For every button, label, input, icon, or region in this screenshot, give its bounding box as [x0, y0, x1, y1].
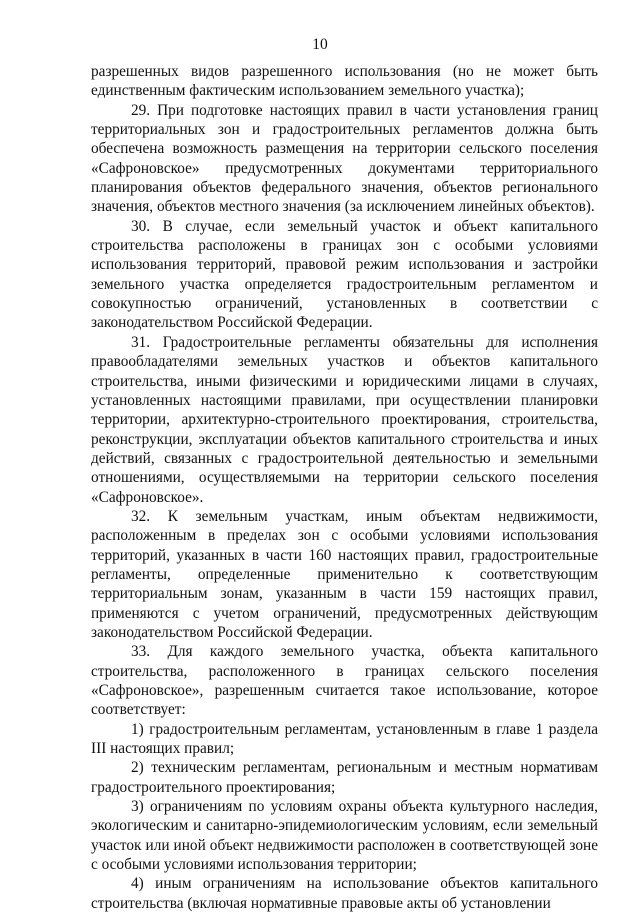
paragraph-32: 32. К земельным участкам, иным объектам недвижимости, расположенным в пределах зон с особыми условиями использования территорий, указанных в части 160 настоящих правил, градостроительные регламенты, определенные применительно к соответствующим территориальным зонам, указанным в части 159 настоящих правил, применяются с учетом ограничений, предусмотренных действующим законодательством Российской Федерации. [91, 507, 598, 641]
document-body [91, 62, 598, 913]
paragraph-30: 30. В случае, если земельный участок и объект капитального строительства расположены в границах зон с особыми условиями использования территорий, правовой режим использования и застройки земельного участка определяется градостроительным регламентом и совокупностью ограничений, установленных в соответствии с законодательством Российской Федерации. [91, 217, 598, 332]
list-item-1: 1) градостроительным регламентам, установленным в главе 1 раздела III настоящих правил; [91, 720, 598, 758]
paragraph-continuation: разрешенных видов разрешенного использования (но не может быть единственным фактическим использованием земельного участка); [91, 63, 598, 100]
list-item-2: 2) техническим регламентам, региональным и местным нормативам градостроительного проектирования; [91, 759, 598, 796]
list-item-4: 4) иным ограничениям на использование объектов капитального строительства (включая нормативные правовые акты об установлении [91, 875, 598, 912]
paragraph-31: 31. Градостроительные регламенты обязательны для исполнения правообладателями земельных участков и объектов капитального строительства, иными физическими и юридическими лицами в случаях, установленных настоящими правилами, при осуществлении планировки территории, архитектурно-строительного проектирования, строительства, реконструкции, эксплуатации объектов капитального строительства и иных действий, связанных с градостроительной деятельностью и земельными отношениями, осуществляемыми на территории сельского поселения «Сафроновское». [91, 333, 598, 506]
page-number: 10 [312, 36, 328, 53]
paragraph-29: 29. При подготовке настоящих правил в части установления границ территориальных зон и градостроительных регламентов должна быть обеспечена возможность размещения на территории сельского поселения «Сафроновское» предусмотренных документами территориального планирования объектов федерального значения, объектов регионального значения, объектов местного значения (за исключением линейных объектов). [91, 101, 598, 216]
list-item-3: 3) ограничениям по условиям охраны объекта культурного наследия, экологическим и санитарно-эпидемиологическим условиям, если земельный участок или иной объект недвижимости расположен в соответствующей зоне с особыми условиями использования территории; [91, 798, 598, 874]
paragraph-33: 33. Для каждого земельного участка, объекта капитального строительства, расположенного в границах сельского поселения «Сафроновское», разрешенным считается такое использование, которое соответствует: [91, 643, 598, 719]
